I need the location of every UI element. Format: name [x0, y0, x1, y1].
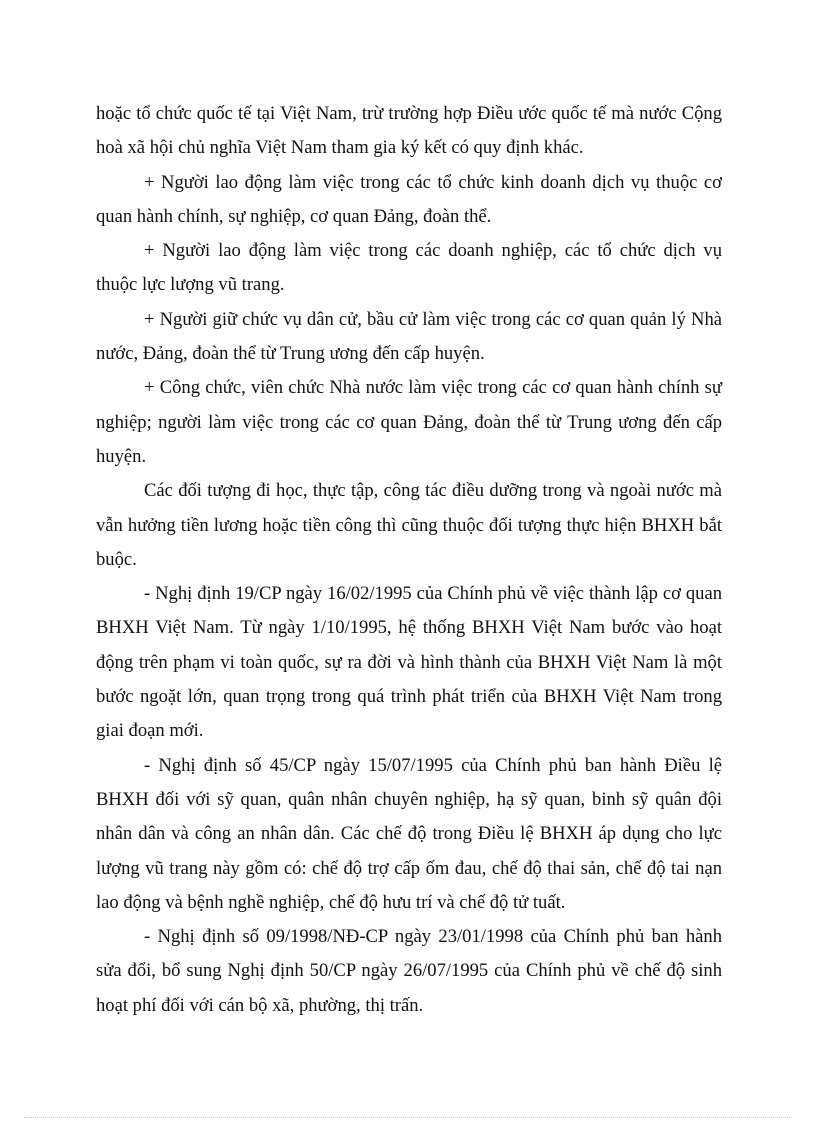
- document-body: [96, 97, 722, 1023]
- paragraph-item-armed-forces-enterprises: + Người lao động làm việc trong các doanh nghiệp, các tổ chức dịch vụ thuộc lực lượng vũ trang.: [96, 240, 722, 296]
- paragraph-study-abroad-subjects: Các đối tượng đi học, thực tập, công tác điều dưỡng trong và ngoài nước mà vẫn hưởng tiền lương hoặc tiền công thì cũng thuộc đối tượng thực hiện BHXH bắt buộc.: [96, 480, 722, 570]
- paragraph-item-elected-officials: + Người giữ chức vụ dân cử, bầu cử làm việc trong các cơ quan quản lý Nhà nước, Đảng, đoàn thể từ Trung ương đến cấp huyện.: [96, 308, 722, 365]
- paragraph-item-civil-servants: + Công chức, viên chức Nhà nước làm việc trong các cơ quan hành chính sự nghiệp; người làm việc trong các cơ quan Đảng, đoàn thể từ Trung ương đến cấp huyện.: [96, 377, 722, 467]
- paragraph-continuation: hoặc tổ chức quốc tế tại Việt Nam, trừ trường hợp Điều ước quốc tế mà nước Cộng hoà xã hội chủ nghĩa Việt Nam tham gia ký kết có quy định khác.: [96, 103, 722, 159]
- page-bottom-divider: [24, 1117, 792, 1118]
- paragraph-item-business-services: + Người lao động làm việc trong các tổ chức kinh doanh dịch vụ thuộc cơ quan hành chính, sự nghiệp, cơ quan Đảng, đoàn thể.: [96, 171, 722, 227]
- paragraph-decree-19: - Nghị định 19/CP ngày 16/02/1995 của Chính phủ về việc thành lập cơ quan BHXH Việt Nam. Từ ngày 1/10/1995, hệ thống BHXH Việt Nam bước vào hoạt động trên phạm vi toàn quốc, sự ra đời và hình thành của BHXH Việt Nam là một bước ngoặt lớn, quan trọng trong quá trình phát triển của BHXH Việt Nam trong giai đoạn mới.: [96, 583, 722, 742]
- paragraph-decree-09: - Nghị định số 09/1998/NĐ-CP ngày 23/01/1998 của Chính phủ ban hành sửa đổi, bổ sung Nghị định 50/CP ngày 26/07/1995 của Chính phủ về chế độ sinh hoạt phí đối với cán bộ xã, phường, thị trấn.: [96, 926, 722, 1016]
- paragraph-decree-45: - Nghị định số 45/CP ngày 15/07/1995 của Chính phủ ban hành Điều lệ BHXH đối với sỹ quan, quân nhân chuyên nghiệp, hạ sỹ quan, binh sỹ quân đội nhân dân và công an nhân dân. Các chế độ trong Điều lệ BHXH áp dụng cho lực lượng vũ trang này gồm có: chế độ trợ cấp ốm đau, chế độ thai sản, chế độ tai nạn lao động và bệnh nghề nghiệp, chế độ hưu trí và chế độ tử tuất.: [96, 754, 722, 913]
